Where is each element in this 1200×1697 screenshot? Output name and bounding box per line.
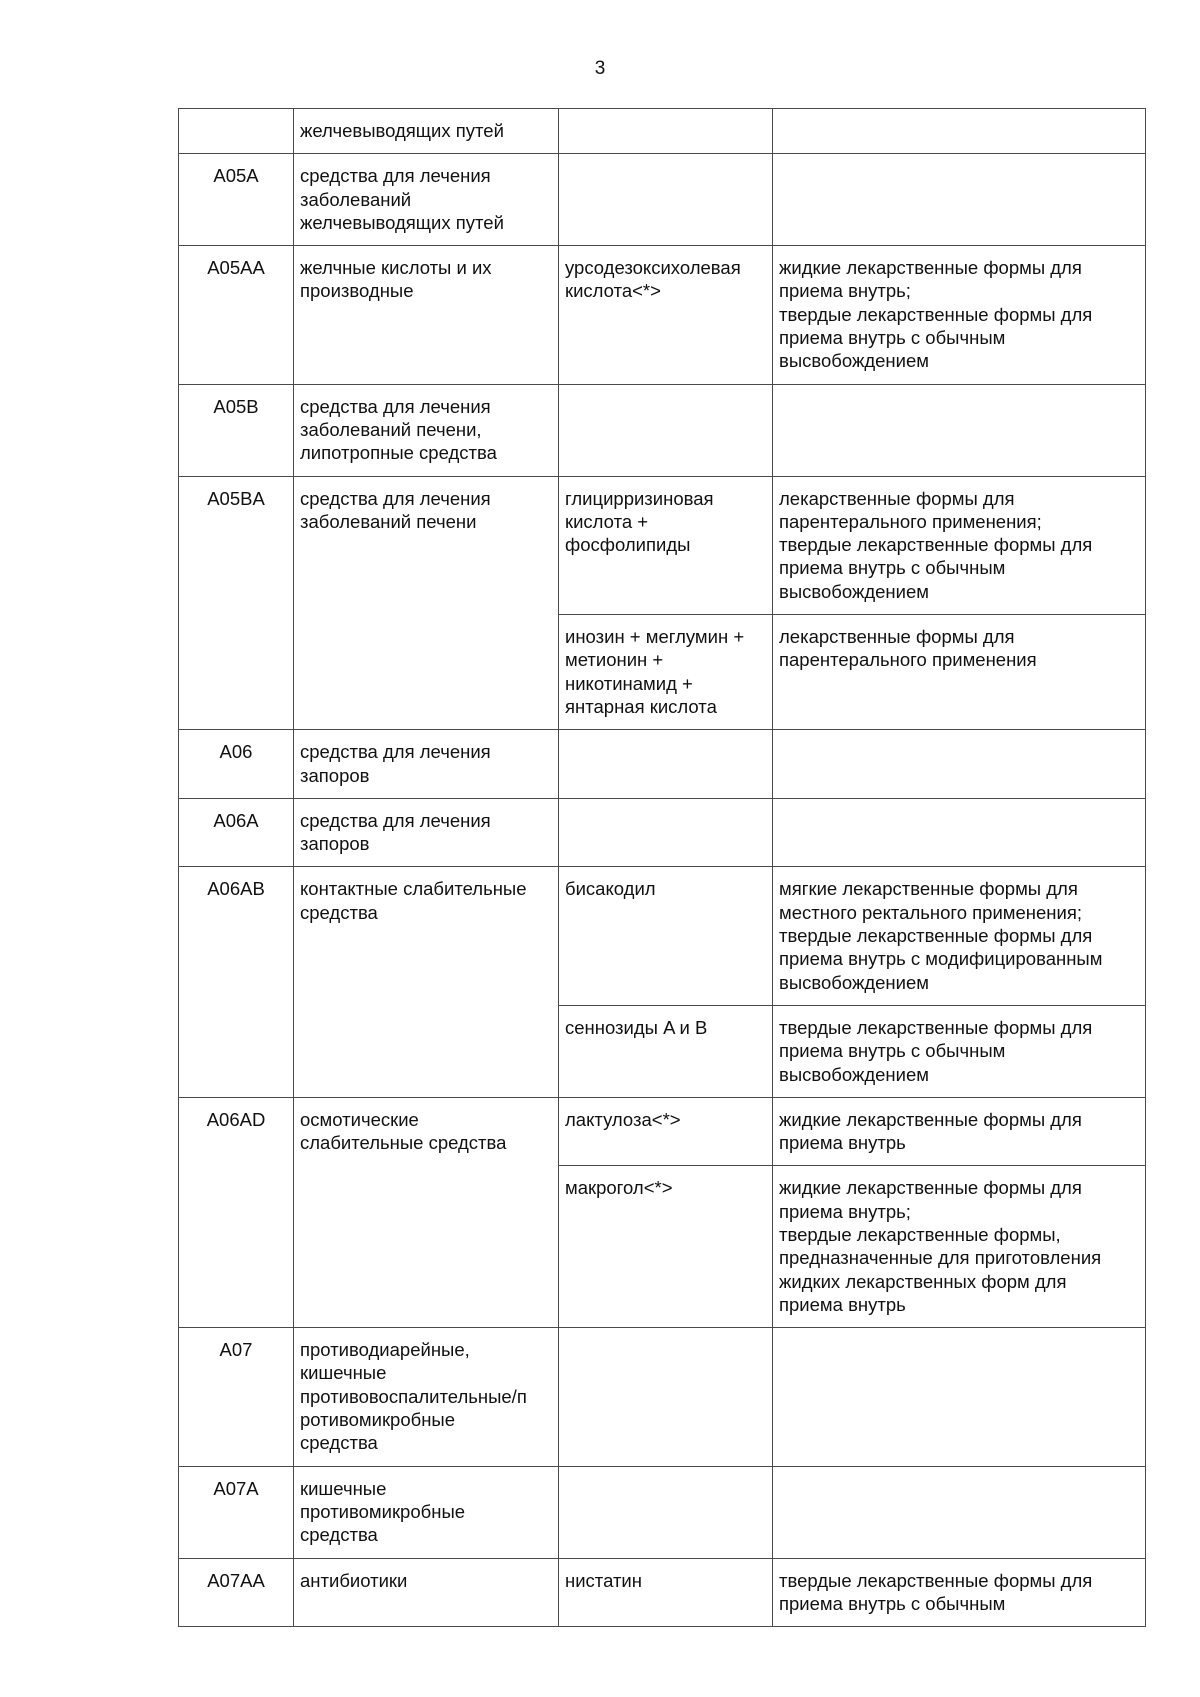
drug-name-cell bbox=[559, 1097, 773, 1166]
group-line: противомикробные bbox=[300, 1500, 466, 1522]
dosage-form-line: лекарственные формы для bbox=[779, 626, 1015, 648]
group-line: контактные слабительные bbox=[300, 878, 527, 900]
drug-name-line: глицирризиновая bbox=[565, 487, 714, 509]
dosage-form-cell bbox=[773, 1166, 1146, 1328]
dosage-form-line: высвобождением bbox=[779, 580, 929, 602]
group-line: средства для лечения bbox=[300, 741, 491, 763]
drug-name-cell bbox=[559, 1328, 773, 1466]
drug-name-cell bbox=[559, 798, 773, 867]
atc-code-cell: A07 bbox=[179, 1328, 294, 1466]
atc-code-cell: A07AA bbox=[179, 1558, 294, 1627]
dosage-form-line: твердые лекарственные формы для bbox=[779, 534, 1093, 556]
group-line: средства bbox=[300, 901, 378, 923]
drug-name-cell bbox=[559, 154, 773, 246]
drug-name-cell bbox=[559, 730, 773, 799]
atc-code-cell: A06AB bbox=[179, 867, 294, 1097]
dosage-form-cell bbox=[773, 1558, 1146, 1627]
dosage-form-line: твердые лекарственные формы для bbox=[779, 1016, 1093, 1038]
drug-name-cell bbox=[559, 1558, 773, 1627]
dosage-form-line: твердые лекарственные формы для bbox=[779, 925, 1093, 947]
dosage-form-line: лекарственные формы для bbox=[779, 487, 1015, 509]
group-line: производные bbox=[300, 280, 414, 302]
anatomical-group-cell bbox=[294, 867, 559, 1097]
dosage-form-line: предназначенные для приготовления bbox=[779, 1247, 1102, 1269]
dosage-form-cell bbox=[773, 867, 1146, 1005]
table-row bbox=[179, 109, 1146, 154]
group-line: антибиотики bbox=[300, 1569, 408, 1591]
dosage-form-cell bbox=[773, 154, 1146, 246]
anatomical-group-cell bbox=[294, 476, 559, 730]
dosage-form-line: мягкие лекарственные формы для bbox=[779, 878, 1078, 900]
dosage-form-line: жидкие лекарственные формы для bbox=[779, 257, 1082, 279]
dosage-form-line: приема внутрь bbox=[779, 1132, 906, 1154]
atc-code-cell: A06 bbox=[179, 730, 294, 799]
group-line: ротивомикробные bbox=[300, 1409, 456, 1431]
dosage-form-cell bbox=[773, 384, 1146, 476]
anatomical-group-cell bbox=[294, 246, 559, 384]
anatomical-group-cell bbox=[294, 109, 559, 154]
anatomical-group-cell bbox=[294, 1097, 559, 1327]
drug-name-line: инозин + меглумин + bbox=[565, 626, 745, 648]
drug-name-cell bbox=[559, 384, 773, 476]
atc-code-cell: A05A bbox=[179, 154, 294, 246]
dosage-form-cell bbox=[773, 109, 1146, 154]
group-line: желчевыводящих путей bbox=[300, 211, 504, 233]
drug-name-cell bbox=[559, 246, 773, 384]
group-line: запоров bbox=[300, 764, 370, 786]
dosage-form-line: жидкие лекарственные формы для bbox=[779, 1177, 1082, 1199]
group-line: желчные кислоты и их bbox=[300, 257, 492, 279]
atc-code-cell: A07A bbox=[179, 1466, 294, 1558]
dosage-form-cell bbox=[773, 476, 1146, 614]
table-row bbox=[179, 1466, 1146, 1558]
drug-name-line: нистатин bbox=[565, 1569, 642, 1591]
group-line: противодиарейные, bbox=[300, 1339, 470, 1361]
group-line: заболеваний печени bbox=[300, 510, 477, 532]
group-line: липотропные средства bbox=[300, 442, 497, 464]
dosage-form-line: высвобождением bbox=[779, 350, 929, 372]
drug-name-line: сеннозиды A и B bbox=[565, 1016, 708, 1038]
group-line: средства для лечения bbox=[300, 487, 491, 509]
group-line: запоров bbox=[300, 833, 370, 855]
dosage-form-cell bbox=[773, 615, 1146, 730]
anatomical-group-cell bbox=[294, 1466, 559, 1558]
table-body bbox=[179, 109, 1146, 1627]
group-line: средства bbox=[300, 1524, 378, 1546]
dosage-form-line: высвобождением bbox=[779, 971, 929, 993]
group-line: осмотические bbox=[300, 1108, 419, 1130]
dosage-form-line: твердые лекарственные формы для bbox=[779, 1569, 1093, 1591]
dosage-form-line: местного ректального применения; bbox=[779, 901, 1083, 923]
atc-code-cell: A06AD bbox=[179, 1097, 294, 1327]
atc-code-cell: A05BA bbox=[179, 476, 294, 730]
dosage-form-cell bbox=[773, 1466, 1146, 1558]
dosage-form-line: жидкие лекарственные формы для bbox=[779, 1108, 1082, 1130]
anatomical-group-cell bbox=[294, 1328, 559, 1466]
table-row bbox=[179, 798, 1146, 867]
drug-name-cell bbox=[559, 109, 773, 154]
drug-name-cell bbox=[559, 476, 773, 614]
dosage-form-cell bbox=[773, 1005, 1146, 1097]
drug-name-cell bbox=[559, 1005, 773, 1097]
table-row bbox=[179, 384, 1146, 476]
anatomical-group-cell bbox=[294, 1558, 559, 1627]
drug-classification-table bbox=[178, 108, 1146, 1627]
drug-name-line: кислота<*> bbox=[565, 280, 661, 302]
dosage-form-line: жидких лекарственных форм для bbox=[779, 1270, 1067, 1292]
dosage-form-line: приема внутрь с обычным bbox=[779, 1040, 1006, 1062]
group-line: средства bbox=[300, 1432, 378, 1454]
dosage-form-line: приема внутрь; bbox=[779, 280, 911, 302]
drug-name-line: урсодезоксихолевая bbox=[565, 257, 741, 279]
table-row bbox=[179, 1097, 1146, 1166]
dosage-form-cell bbox=[773, 730, 1146, 799]
group-line: слабительные средства bbox=[300, 1132, 507, 1154]
drug-name-line: фосфолипиды bbox=[565, 534, 691, 556]
drug-name-line: метионин + bbox=[565, 649, 664, 671]
dosage-form-cell bbox=[773, 246, 1146, 384]
drug-name-cell bbox=[559, 867, 773, 1005]
dosage-form-line: приема внутрь с обычным bbox=[779, 327, 1006, 349]
dosage-form-line: приема внутрь с обычным bbox=[779, 1592, 1006, 1614]
atc-code-cell bbox=[179, 109, 294, 154]
group-line: противовоспалительные/п bbox=[300, 1385, 527, 1407]
drug-name-line: макрогол<*> bbox=[565, 1177, 673, 1199]
atc-code-cell: A05AA bbox=[179, 246, 294, 384]
drug-name-line: янтарная кислота bbox=[565, 695, 717, 717]
dosage-form-line: твердые лекарственные формы для bbox=[779, 303, 1093, 325]
anatomical-group-cell bbox=[294, 798, 559, 867]
group-line: кишечные bbox=[300, 1362, 387, 1384]
table-row bbox=[179, 730, 1146, 799]
dosage-form-line: высвобождением bbox=[779, 1063, 929, 1085]
atc-code-cell: A05B bbox=[179, 384, 294, 476]
table-row bbox=[179, 1328, 1146, 1466]
dosage-form-cell bbox=[773, 798, 1146, 867]
dosage-form-line: приема внутрь с модифицированным bbox=[779, 948, 1103, 970]
group-line: заболеваний bbox=[300, 188, 412, 210]
group-line: средства для лечения bbox=[300, 395, 491, 417]
drug-name-line: кислота + bbox=[565, 510, 649, 532]
group-line: желчевыводящих путей bbox=[300, 120, 504, 141]
dosage-form-cell bbox=[773, 1097, 1146, 1166]
table-row bbox=[179, 476, 1146, 614]
drug-name-cell bbox=[559, 615, 773, 730]
drug-name-line: бисакодил bbox=[565, 878, 656, 900]
dosage-form-line: приема внутрь; bbox=[779, 1200, 911, 1222]
group-line: заболеваний печени, bbox=[300, 418, 482, 440]
page-number: 3 bbox=[594, 58, 606, 79]
dosage-form-line: парентерального применения; bbox=[779, 510, 1042, 532]
drug-name-cell bbox=[559, 1466, 773, 1558]
dosage-form-line: парентерального применения bbox=[779, 649, 1037, 671]
group-line: средства для лечения bbox=[300, 165, 491, 187]
table-row bbox=[179, 154, 1146, 246]
table-row bbox=[179, 246, 1146, 384]
dosage-form-line: приема внутрь с обычным bbox=[779, 557, 1006, 579]
anatomical-group-cell bbox=[294, 730, 559, 799]
anatomical-group-cell bbox=[294, 154, 559, 246]
table-row bbox=[179, 1558, 1146, 1627]
dosage-form-line: приема внутрь bbox=[779, 1293, 906, 1315]
drug-name-line: никотинамид + bbox=[565, 672, 693, 694]
group-line: средства для лечения bbox=[300, 809, 491, 831]
drug-name-cell bbox=[559, 1166, 773, 1328]
table-row bbox=[179, 867, 1146, 1005]
dosage-form-cell bbox=[773, 1328, 1146, 1466]
atc-code-cell: A06A bbox=[179, 798, 294, 867]
group-line: кишечные bbox=[300, 1477, 387, 1499]
drug-name-line: лактулоза<*> bbox=[565, 1108, 681, 1130]
anatomical-group-cell bbox=[294, 384, 559, 476]
dosage-form-line: твердые лекарственные формы, bbox=[779, 1223, 1061, 1245]
